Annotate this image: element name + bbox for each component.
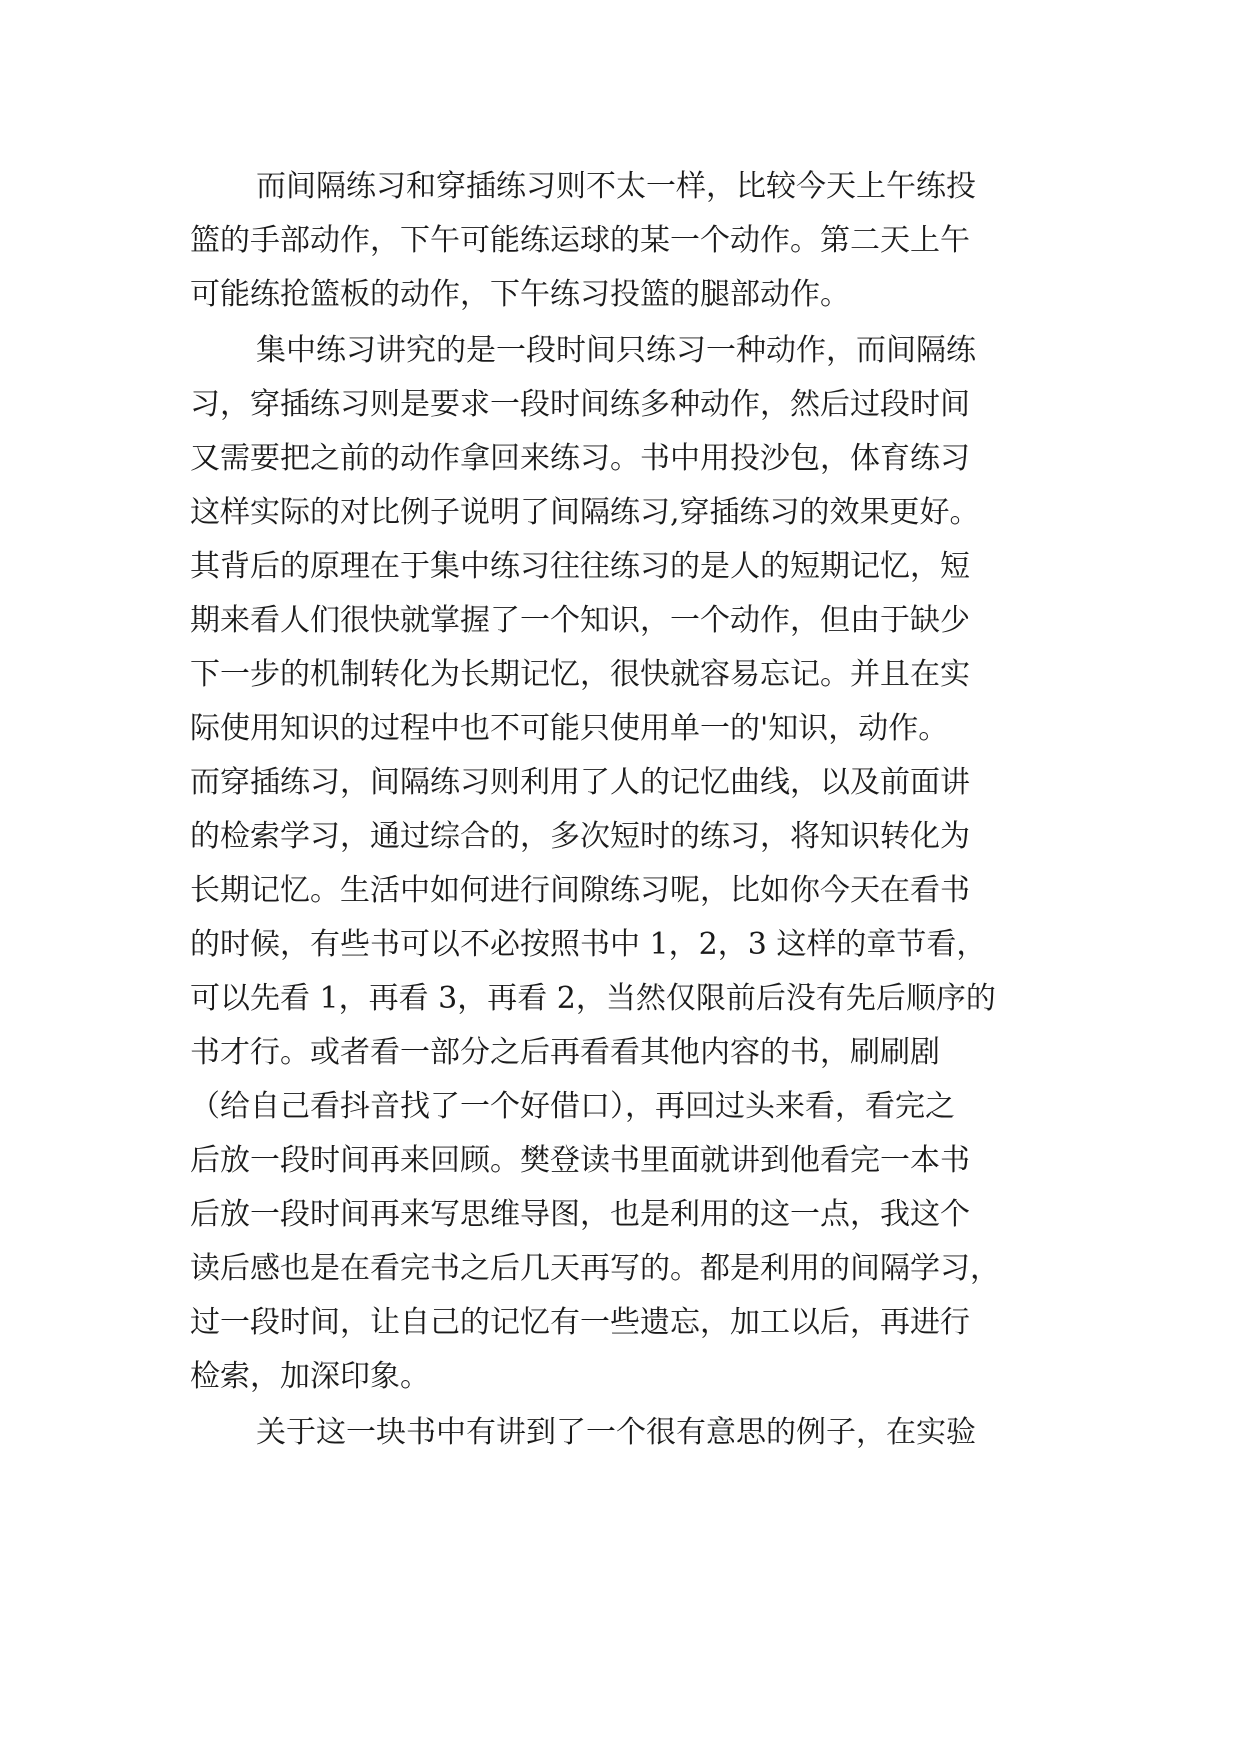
text-line: 的时候，有些书可以不必按照书中 1，2，3 这样的章节看，: [190, 927, 987, 962]
text-line: 其背后的原理在于集中练习往往练习的是人的短期记忆，短: [190, 549, 970, 584]
text-line: 关于这一块书中有讲到了一个很有意思的例子，在实验: [256, 1415, 976, 1450]
text-line: 的检索学习，通过综合的，多次短时的练习，将知识转化为: [190, 819, 970, 854]
text-line: 可能练抢篮板的动作，下午练习投篮的腿部动作。: [190, 277, 850, 312]
text-line: 篮的手部动作，下午可能练运球的某一个动作。第二天上午: [190, 223, 970, 258]
text-line: 长期记忆。生活中如何进行间隙练习呢，比如你今天在看书: [190, 873, 970, 908]
text-line: 书才行。或者看一部分之后再看看其他内容的书，刷刷剧: [190, 1035, 940, 1070]
text-line: 集中练习讲究的是一段时间只练习一种动作，而间隔练: [256, 333, 976, 368]
text-line: （给自己看抖音找了一个好借口），再回过头来看，看完之: [190, 1089, 955, 1124]
text-line: 又需要把之前的动作拿回来练习。书中用投沙包，体育练习: [190, 441, 970, 476]
text-line: 而穿插练习，间隔练习则利用了人的记忆曲线，以及前面讲: [190, 765, 970, 800]
text-line: 过一段时间，让自己的记忆有一些遗忘，加工以后，再进行: [190, 1305, 970, 1340]
text-line: 而间隔练习和穿插练习则不太一样，比较今天上午练投: [256, 169, 976, 204]
text-line: 期来看人们很快就掌握了一个知识，一个动作，但由于缺少: [190, 603, 970, 638]
text-line: 检索，加深印象。: [190, 1359, 430, 1394]
text-line: 这样实际的对比例子说明了间隔练习,穿插练习的效果更好。: [190, 495, 980, 530]
text-line: 后放一段时间再来写思维导图，也是利用的这一点，我这个: [190, 1197, 970, 1232]
text-line: 可以先看 1，再看 3，再看 2，当然仅限前后没有先后顺序的: [190, 981, 996, 1016]
text-line: 下一步的机制转化为长期记忆，很快就容易忘记。并且在实: [190, 657, 970, 692]
text-line: 读后感也是在看完书之后几天再写的。都是利用的间隔学习，: [190, 1251, 1000, 1286]
text-line: 习，穿插练习则是要求一段时间练多种动作，然后过段时间: [190, 387, 970, 422]
text-line: 后放一段时间再来回顾。樊登读书里面就讲到他看完一本书: [190, 1143, 970, 1178]
text-line: 际使用知识的过程中也不可能只使用单一的'知识，动作。: [190, 711, 949, 746]
